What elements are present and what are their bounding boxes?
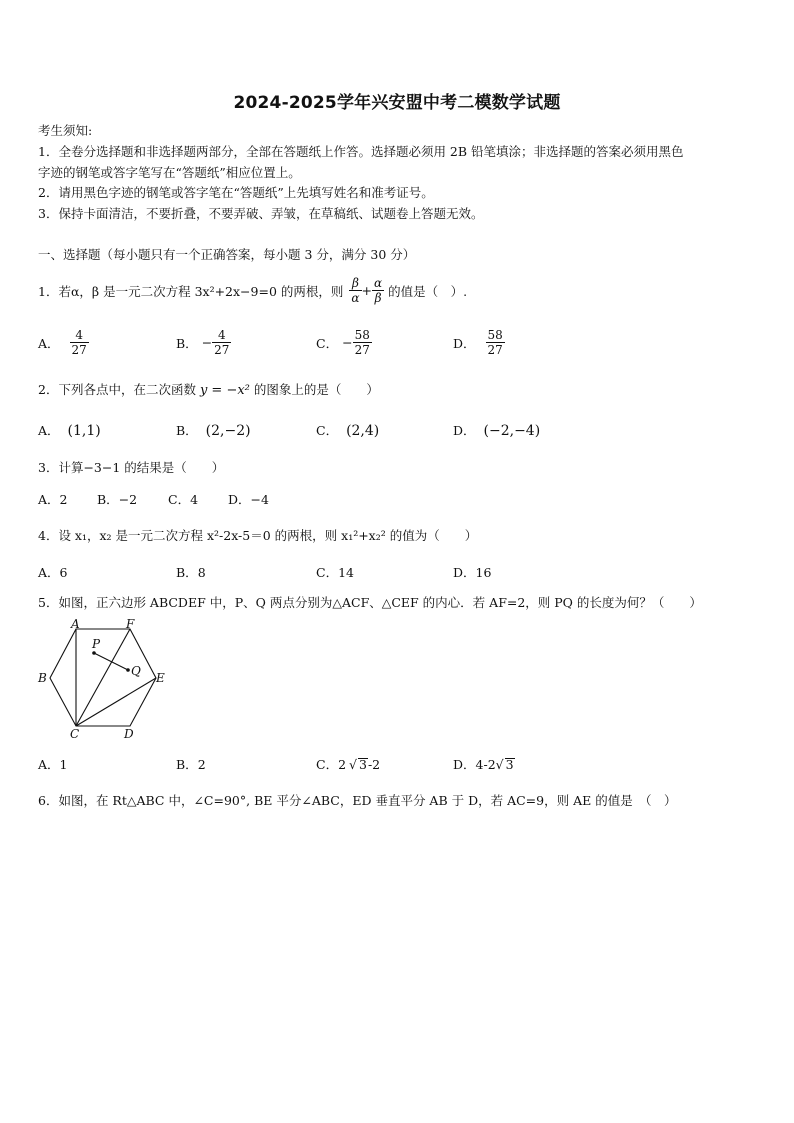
frac-numerator: 58: [354, 328, 370, 342]
option-label: B．: [176, 335, 198, 351]
label-f: F: [126, 617, 135, 631]
q2-option-b[interactable]: [176, 421, 251, 439]
segment-cf: [76, 629, 130, 726]
quadratic-function: y = −x²: [199, 383, 250, 398]
option-coefficient: 4-2: [475, 757, 496, 772]
point-q: [126, 668, 130, 672]
option-value: 8: [197, 565, 206, 580]
q1-option-a[interactable]: [38, 328, 89, 357]
label-c: C: [70, 727, 80, 740]
point-p: [92, 651, 96, 655]
question-3: 3．计算−3−1 的结果是（ ）: [38, 460, 225, 475]
notice-item-3: 3．保持卡面清洁，不要折叠，不要弄破、弄皱，在草稿纸、试题卷上答题无效。: [38, 206, 484, 221]
option-value: 1: [59, 757, 68, 772]
notice-item-2: 2．请用黑色字迹的钢笔或答字笔在“答题纸”上先填写姓名和准考证号。: [38, 185, 434, 200]
option-fraction: [212, 328, 231, 357]
section-heading: 一、选择题（每小题只有一个正确答案，每小题 3 分，满分 30 分）: [38, 247, 416, 262]
option-value: 6: [59, 565, 68, 580]
radical-sign: √: [495, 757, 504, 772]
option-value: −2: [118, 492, 138, 507]
option-label: C．: [316, 757, 339, 772]
frac-denominator: 27: [487, 343, 503, 357]
label-b: B: [38, 671, 47, 685]
option-value: (1,1): [67, 423, 101, 439]
notice-item-1: 1．全卷分选择题和非选择题两部分，全部在答题纸上作答。选择题必须用 2B 铅笔填涂；非选择题的答案必须用黑色: [38, 144, 684, 159]
label-p: P: [92, 637, 101, 651]
option-value: −4: [250, 492, 269, 507]
frac-numerator: 4: [212, 328, 231, 343]
q1-option-c[interactable]: [316, 328, 372, 357]
label-a: A: [71, 617, 80, 631]
q3-option-d[interactable]: [228, 490, 269, 508]
radicand: 3: [359, 757, 367, 772]
option-label: D．: [453, 335, 476, 351]
option-value: 2: [197, 757, 206, 772]
frac-denominator: α: [351, 291, 360, 305]
option-fraction: [70, 328, 89, 357]
segment-ce: [76, 678, 156, 726]
question-2-tail: 的图象上的是（ ）: [253, 382, 379, 397]
option-sign: −: [201, 335, 213, 350]
q5-option-d[interactable]: [453, 755, 515, 773]
option-value: 14: [338, 565, 354, 580]
option-label: D．: [453, 423, 476, 438]
option-label: D．: [453, 565, 476, 580]
q2-option-c[interactable]: [316, 421, 379, 439]
q5-option-a[interactable]: [38, 755, 67, 773]
option-label: C．: [168, 492, 191, 507]
frac-denominator: β: [374, 291, 382, 305]
question-1-text: 1．若α，β 是一元二次方程 3x²+2x−9=0 的两根，则: [38, 283, 344, 299]
notice-heading: 考生须知:: [38, 123, 93, 138]
radical-sign: √: [349, 757, 357, 772]
option-value: (−2,−4): [483, 423, 541, 439]
option-label: D．: [228, 492, 251, 507]
fraction-alpha-over-beta: [372, 276, 384, 305]
q2-option-d[interactable]: [453, 421, 540, 439]
option-value: 2: [59, 492, 68, 507]
option-label: B．: [97, 492, 119, 507]
hexagon-figure: [34, 616, 174, 740]
frac-numerator: 58: [487, 328, 503, 342]
label-d: D: [124, 727, 134, 740]
notice-item-1-cont: 字迹的钢笔或答字笔写在“答题纸”相应位置上。: [38, 165, 301, 180]
fraction-beta-over-alpha: [349, 276, 361, 305]
question-5: 5．如图，正六边形 ABCDEF 中，P、Q 两点分别为△ACF、△CEF 的内心．若 AF=2，则 PQ 的长度为何？（ ）: [38, 595, 702, 610]
frac-numerator: α: [373, 276, 383, 290]
frac-numerator: β: [349, 276, 361, 291]
option-label: B．: [176, 423, 198, 438]
option-label: C．: [316, 335, 339, 351]
radicand: 3: [505, 757, 514, 772]
option-coefficient: 2: [338, 757, 347, 772]
q5-option-c[interactable]: [316, 755, 380, 773]
option-label: D．: [453, 757, 476, 772]
q1-option-d[interactable]: [453, 328, 505, 357]
q2-option-a[interactable]: [38, 421, 101, 439]
option-label: A．: [38, 423, 60, 438]
option-value: (2,4): [346, 423, 380, 439]
option-value: 16: [475, 565, 492, 580]
option-label: C．: [316, 423, 339, 438]
option-label: B．: [176, 565, 198, 580]
option-tail: -2: [367, 757, 381, 772]
frac-denominator: 27: [214, 343, 230, 357]
option-sign: −: [342, 335, 353, 350]
option-label: B．: [176, 757, 198, 772]
option-label: C．: [316, 565, 339, 580]
question-1: [38, 276, 467, 305]
option-fraction: [353, 328, 372, 357]
plus-sign: +: [361, 283, 372, 298]
page-title: 2024-2025学年兴安盟中考二模数学试题: [233, 93, 561, 113]
q4-option-a[interactable]: [38, 563, 67, 581]
question-2-text: 2．下列各点中，在二次函数: [38, 382, 196, 397]
q3-option-b[interactable]: [97, 490, 137, 508]
question-4: 4．设 x₁，x₂ 是一元二次方程 x²-2x-5＝0 的两根，则 x₁²+x₂² 的值为（ ）: [38, 528, 478, 543]
question-1-tail: 的值是（ ）.: [388, 283, 468, 299]
option-label: A．: [38, 335, 60, 351]
label-q: Q: [131, 664, 141, 678]
option-fraction: [486, 328, 505, 357]
q3-option-c[interactable]: [168, 490, 198, 508]
option-label: A．: [38, 757, 60, 772]
q1-option-b[interactable]: [176, 328, 231, 357]
q5-option-b[interactable]: [176, 755, 206, 773]
question-6: 6．如图，在 Rt△ABC 中，∠C=90°, BE 平分∠ABC，ED 垂直平分 AB 于 D，若 AC=9，则 AE 的值是 （ ）: [38, 793, 677, 808]
option-value: 4: [190, 492, 199, 507]
option-label: A．: [38, 565, 60, 580]
frac-denominator: 27: [71, 343, 87, 357]
option-value: (2,−2): [205, 423, 251, 439]
q3-option-a[interactable]: [38, 490, 67, 508]
frac-numerator: 4: [70, 328, 89, 343]
label-e: E: [156, 671, 165, 685]
q4-option-c[interactable]: [316, 563, 354, 581]
q4-option-d[interactable]: [453, 563, 491, 581]
frac-denominator: 27: [354, 343, 370, 357]
question-2: [38, 380, 379, 398]
q4-option-b[interactable]: [176, 563, 206, 581]
segment-pq: [94, 653, 128, 670]
option-label: A．: [38, 492, 60, 507]
